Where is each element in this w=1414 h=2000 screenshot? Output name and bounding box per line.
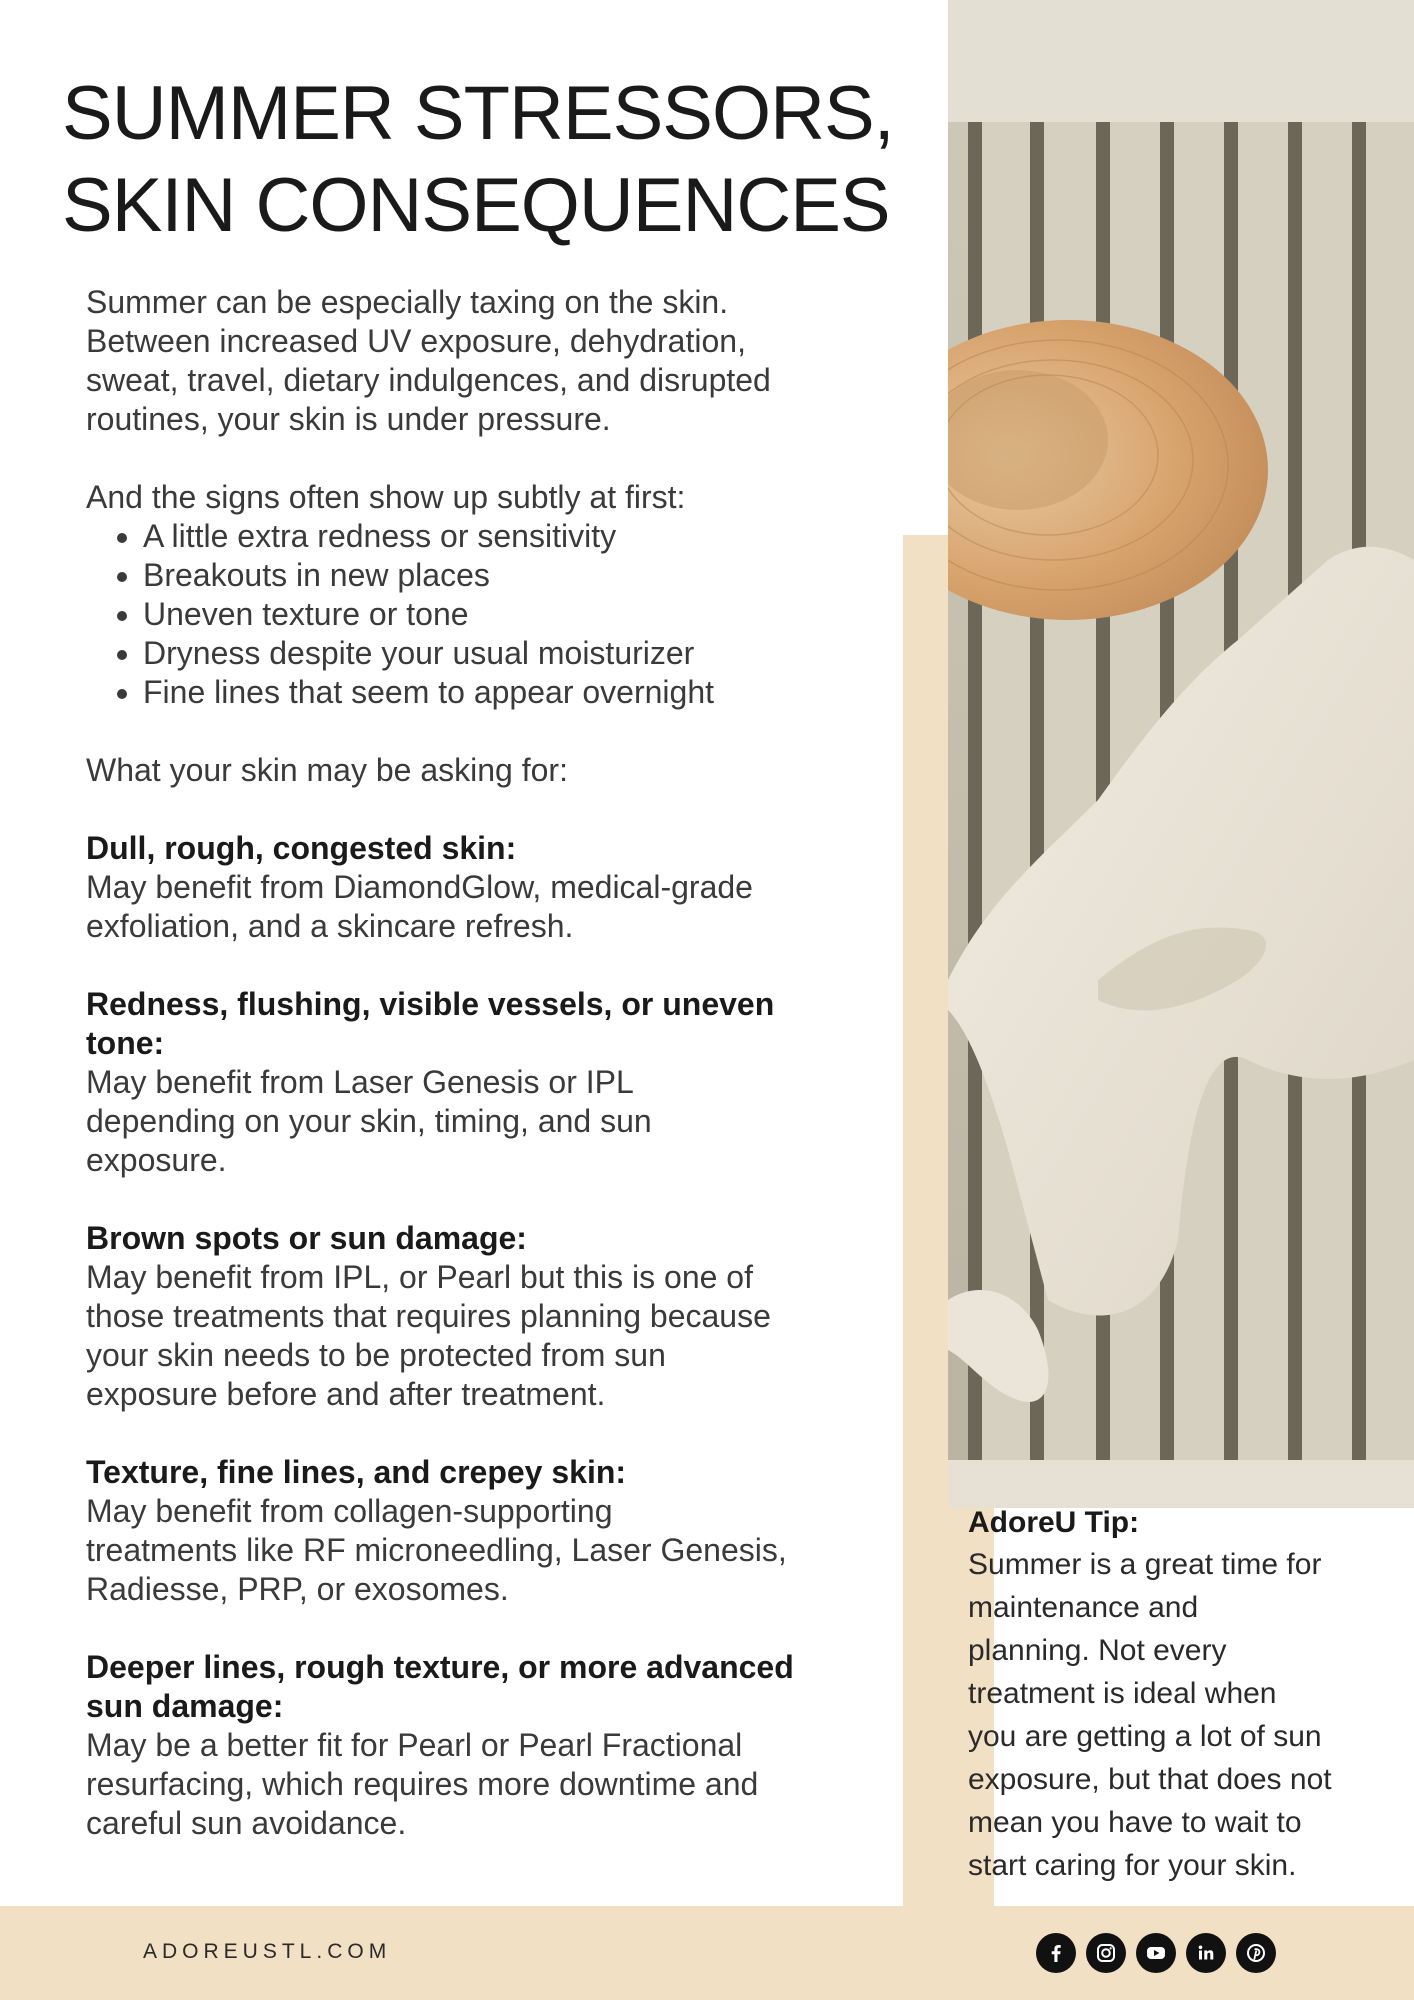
section-body-line: Radiesse, PRP, or exosomes. bbox=[86, 1571, 509, 1607]
website-link[interactable]: ADOREUSTL.COM bbox=[143, 1940, 392, 1963]
facebook-icon[interactable] bbox=[1036, 1933, 1076, 1973]
section-body-line: May benefit from collagen-supporting bbox=[86, 1493, 613, 1529]
section-body-line: resurfacing, which requires more downtime and bbox=[86, 1766, 759, 1802]
section-redness bbox=[86, 985, 906, 1180]
list-item: • A little extra redness or sensitivity bbox=[143, 517, 906, 556]
instagram-icon[interactable] bbox=[1086, 1933, 1126, 1973]
pinterest-icon[interactable] bbox=[1236, 1933, 1276, 1973]
title-line-2: SKIN CONSEQUENCES bbox=[62, 163, 890, 248]
section-heading: Brown spots or sun damage: bbox=[86, 1220, 527, 1256]
section-heading: tone: bbox=[86, 1025, 165, 1061]
section-body-line: those treatments that requires planning because bbox=[86, 1298, 771, 1334]
intro-line: routines, your skin is under pressure. bbox=[86, 401, 611, 437]
list-item: • Breakouts in new places bbox=[143, 556, 906, 595]
section-body-line: May benefit from DiamondGlow, medical-grade bbox=[86, 869, 753, 905]
section-brown-spots bbox=[86, 1219, 906, 1414]
list-item: • Fine lines that seem to appear overnight bbox=[143, 673, 906, 712]
tip-line: start caring for your skin. bbox=[968, 1849, 1297, 1882]
youtube-icon[interactable] bbox=[1136, 1933, 1176, 1973]
section-body-line: your skin needs to be protected from sun bbox=[86, 1337, 666, 1373]
tip-line: planning. Not every bbox=[968, 1634, 1227, 1667]
section-heading: Texture, fine lines, and crepey skin: bbox=[86, 1454, 627, 1490]
linkedin-icon[interactable] bbox=[1186, 1933, 1226, 1973]
section-body-line: treatments like RF microneedling, Laser Genesis, bbox=[86, 1532, 787, 1568]
list-item: • Dryness despite your usual moisturizer bbox=[143, 634, 906, 673]
tip-line: exposure, but that does not bbox=[968, 1763, 1332, 1796]
section-dull-skin bbox=[86, 829, 906, 946]
main-content bbox=[86, 283, 906, 1843]
intro-paragraph bbox=[86, 283, 906, 439]
section-body-line: careful sun avoidance. bbox=[86, 1805, 407, 1841]
tip-line: mean you have to wait to bbox=[968, 1806, 1302, 1839]
section-body-line: exfoliation, and a skincare refresh. bbox=[86, 908, 574, 944]
section-heading: sun damage: bbox=[86, 1688, 284, 1724]
tip-title: AdoreU Tip: bbox=[968, 1506, 1140, 1539]
intro-line: Between increased UV exposure, dehydration, bbox=[86, 323, 746, 359]
intro-line: sweat, travel, dietary indulgences, and disrupted bbox=[86, 362, 771, 398]
section-heading: Redness, flushing, visible vessels, or uneven bbox=[86, 986, 775, 1022]
section-body-line: May benefit from Laser Genesis or IPL bbox=[86, 1064, 634, 1100]
hat-and-swimsuit-photo bbox=[948, 0, 1414, 1508]
intro-line: Summer can be especially taxing on the skin. bbox=[86, 284, 729, 320]
signs-list bbox=[86, 517, 906, 712]
list-item: • Uneven texture or tone bbox=[143, 595, 906, 634]
adoreu-tip bbox=[968, 1503, 1408, 1887]
page-title bbox=[62, 68, 922, 252]
signs-intro: And the signs often show up subtly at first: bbox=[86, 479, 686, 515]
tip-line: you are getting a lot of sun bbox=[968, 1720, 1322, 1753]
section-deeper-lines bbox=[86, 1648, 906, 1843]
asking-heading: What your skin may be asking for: bbox=[86, 752, 568, 788]
section-body-line: May be a better fit for Pearl or Pearl Fractional bbox=[86, 1727, 743, 1763]
tip-line: maintenance and bbox=[968, 1591, 1199, 1624]
social-links bbox=[1036, 1933, 1276, 1973]
section-body-line: exposure. bbox=[86, 1142, 227, 1178]
section-body-line: exposure before and after treatment. bbox=[86, 1376, 606, 1412]
tip-line: treatment is ideal when bbox=[968, 1677, 1277, 1710]
section-texture bbox=[86, 1453, 906, 1609]
tip-line: Summer is a great time for bbox=[968, 1548, 1322, 1581]
photo-illustration bbox=[948, 0, 1414, 1508]
section-heading: Dull, rough, congested skin: bbox=[86, 830, 517, 866]
section-body-line: May benefit from IPL, or Pearl but this is one of bbox=[86, 1259, 753, 1295]
title-line-1: SUMMER STRESSORS, bbox=[62, 71, 894, 156]
footer bbox=[0, 1906, 1414, 2000]
section-body-line: depending on your skin, timing, and sun bbox=[86, 1103, 652, 1139]
section-heading: Deeper lines, rough texture, or more advanced bbox=[86, 1649, 794, 1685]
